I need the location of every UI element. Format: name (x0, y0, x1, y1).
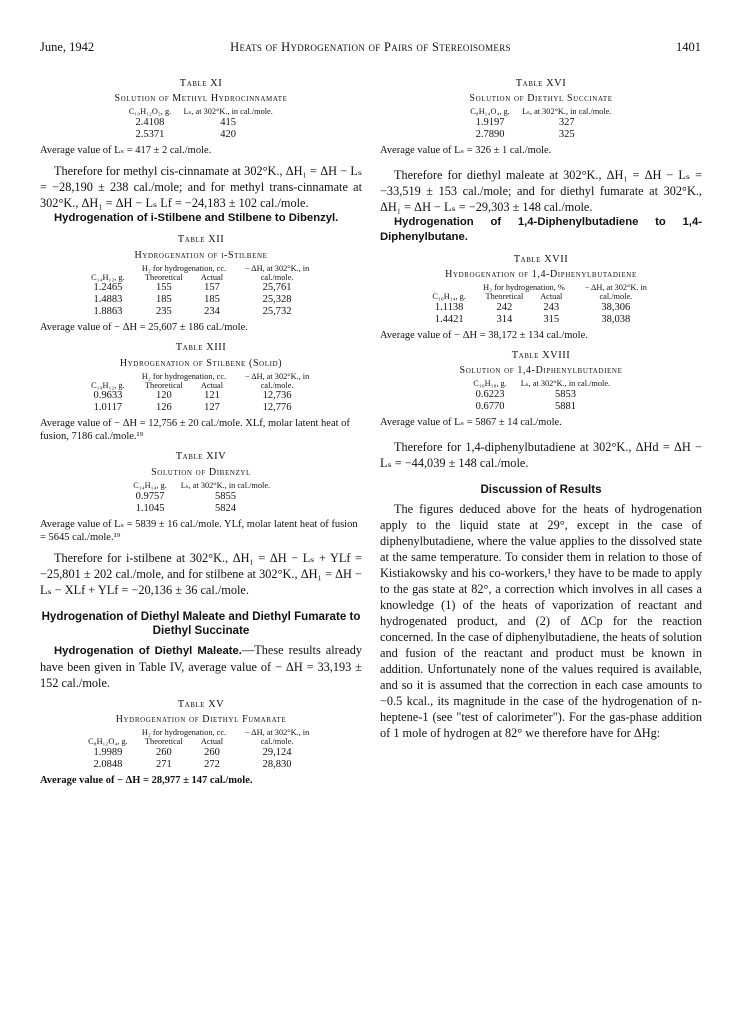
col-subheader: Theoretical (144, 380, 183, 390)
table-cell: 0.6770 (475, 400, 505, 412)
table-label: Table XI (179, 78, 223, 89)
table-label: Table XVIII (511, 349, 571, 361)
data-table (466, 380, 617, 413)
data-table (80, 265, 322, 319)
table-cell: 121 (204, 390, 220, 402)
table-cell: 0.9633 (93, 390, 123, 402)
table-cell: 1.1045 (135, 502, 165, 514)
running-title: Heats of Hydrogenation of Pairs of Stereoisomers (230, 40, 511, 54)
table-label: Table XIV (175, 451, 227, 463)
left-column (40, 70, 362, 791)
table-cell: 157 (204, 282, 220, 294)
table-average: Average value of − ΔH = 25,607 ± 186 cal./mole. (40, 322, 248, 334)
table-label: Table XVII (513, 253, 569, 265)
table-title: Hydrogenation of Diethyl Fumarate (115, 713, 287, 725)
table-cell: 12,776 (262, 402, 292, 414)
table-cell: 260 (204, 746, 220, 758)
table-cell: 234 (204, 306, 220, 318)
table-cell: 5824 (214, 502, 236, 514)
table-title: Solution of Dibenzyl (151, 466, 251, 478)
data-table (421, 284, 661, 326)
col-header: H₂ for hydrogenation, % (483, 283, 565, 293)
table-cell: 1.4421 (434, 313, 464, 325)
col-header: C₁₄H₁₂, g. (91, 380, 125, 390)
table-label: Table XIII (175, 342, 227, 354)
col-header: C₁₆H₁₄, g. (432, 291, 466, 301)
table-row (80, 390, 322, 402)
table-title: Hydrogenation of i-Stilbene (134, 249, 268, 261)
table-row (126, 491, 277, 503)
right-column (380, 70, 702, 741)
page-header (40, 40, 701, 56)
table-cell: 1.4883 (93, 294, 123, 306)
table-row (80, 294, 322, 306)
paragraph-run-in-head: Hydrogenation of Diethyl Maleate. (54, 644, 242, 657)
table-row (80, 282, 322, 294)
table-average: Average value of − ΔH = 28,977 ± 147 cal./mole. (40, 774, 253, 786)
table-cell: 243 (543, 301, 560, 313)
table-cell: 415 (220, 117, 237, 129)
table-average: Average value of − ΔH = 12,756 ± 20 cal./mole. XLf, molar latent heat of fusion, 7186 cal./mole.¹⁹ (40, 418, 350, 443)
table-cell: 0.9757 (135, 490, 165, 502)
table-average: Average value of − ΔH = 38,172 ± 134 cal./mole. (380, 329, 588, 341)
paragraph (40, 642, 362, 691)
table-cell: 1.9197 (475, 117, 505, 129)
table-cell: 272 (204, 758, 220, 770)
col-header: C₈H₁₂O₄, g. (88, 736, 128, 746)
table-row (80, 759, 322, 771)
table-xiv (40, 449, 362, 543)
data-table (80, 729, 322, 771)
table-cell: 127 (204, 402, 220, 414)
table-row (123, 129, 279, 141)
col-header: H₂ for hydrogenation, cc. (141, 263, 227, 273)
col-subheader: Theoretical (144, 736, 183, 746)
table-cell: 38,306 (601, 301, 631, 313)
table-label: Table XV (177, 698, 225, 710)
col-header: Lₛ, at 302°K., in cal./mole. (520, 379, 611, 389)
table-row (80, 402, 322, 414)
table-cell: 325 (558, 129, 575, 141)
table-cell: 314 (496, 313, 513, 325)
data-table (464, 108, 617, 141)
paragraph: Therefore for diethyl maleate at 302°K., ΔH₁ = ΔH − Lₛ = −33,519 ± 153 cal./mole; and for diethyl fumarate at 302°K., ΔH₁ = ΔH − Lₛ = −29,303 ± 148 cal./mole. (380, 168, 702, 215)
table-average: Average value of Lₛ = 5867 ± 14 cal./mole. (380, 416, 562, 428)
table-row (464, 117, 617, 129)
table-cell: 5855 (214, 490, 236, 502)
col-subheader: Actual (200, 272, 224, 282)
table-xvi (380, 76, 702, 157)
table-row (466, 401, 617, 413)
paragraph-text: —These results already have been given in Table IV, average value of − ΔH = 33,193 ± 152 cal./mole. (40, 642, 362, 690)
table-cell: 126 (156, 402, 172, 414)
table-cell: 271 (156, 758, 172, 770)
col-header: C₈H₁₄O₄, g. (470, 107, 510, 117)
col-subheader: Theoretical (485, 291, 524, 301)
paragraph: Therefore for i-stilbene at 302°K., ΔH₁ = ΔH − Lₛ + YLf = −25,801 ± 202 cal./mole, and for stilbene at 302°K., ΔH₁ = ΔH − Lₛ − XLf + YLf = −20,136 ± 36 cal./mole. (40, 550, 362, 597)
table-average: Average value of Lₛ = 417 ± 2 cal./mole. (40, 145, 212, 157)
table-xvii (380, 252, 702, 342)
table-row (126, 503, 277, 515)
table-cell: 25,328 (262, 294, 292, 306)
table-row (123, 117, 279, 129)
table-cell: 5881 (554, 400, 576, 412)
col-header: − ΔH, at 302°K., in cal./mole. (244, 263, 310, 282)
table-cell: 25,732 (262, 306, 292, 318)
col-header: C₁₀H₁₂O₂, g. (128, 107, 172, 117)
col-header: Lₛ, at 302°K., in cal./mole. (180, 480, 271, 490)
table-cell: 315 (543, 313, 560, 325)
paragraph: The figures deduced above for the heats of hydrogenation apply to the liquid state at 29°, except in the case of diphenylbutadiene, where the value applies to the dissolved state at the same temperature. To consider them in relation to those of Kistiakowsky and his co-workers,¹ they have to be made to apply to the gas state at 82°, a correction which involves in all cases a knowledge (1) of the heats of vaporization of reactant and hydrogenated product, and (2) of ΔCp for the reaction concerned. In the case of diphenylbutadiene, the heats of solution and fusion of the reactant and product must be known in addition. Unfortunately none of the values required is available, and so it is assumed that the correction in each case amounts to −0.5 kcal., its magnitude in the case of the hydrogenation of n-heptene-1 (see "test of calorimeter"). For the gas-phase addition of 1 mole of hydrogen at 82° we therefore have for ΔHg: (380, 501, 703, 740)
table-row (80, 747, 322, 759)
table-average: Average value of Lₛ = 5839 ± 16 cal./mole. YLf, molar latent heat of fusion = 5645 cal./mole.¹⁹ (40, 518, 358, 543)
paragraph: Therefore for methyl cis-cinnamate at 302°K., ΔH₁ = ΔH − Lₛ = −28,190 ± 238 cal./mole; and for methyl trans-cinnamate at 302°K., ΔH₁ = ΔH − Lₛ Lf = −24,183 ± 102 cal./mole. (40, 164, 362, 211)
col-subheader: Actual (200, 380, 224, 390)
table-cell: 2.4108 (135, 117, 165, 129)
table-xi (40, 76, 362, 157)
table-label: Table XVI (515, 78, 567, 89)
table-cell: 185 (204, 294, 220, 306)
table-cell: 420 (220, 129, 237, 141)
table-cell: 2.5371 (135, 129, 165, 141)
col-header: C₁₄H₁₂, g. (91, 272, 125, 282)
table-title: Solution of Methyl Hydrocinnamate (114, 93, 288, 105)
col-header: − ΔH, at 302°K., in cal./mole. (244, 371, 310, 390)
table-cell: 0.6223 (475, 388, 505, 400)
table-cell: 1.8863 (93, 306, 123, 318)
col-header: − ΔH, at 302°K. in cal./mole. (584, 283, 647, 301)
table-cell: 2.0848 (93, 758, 123, 770)
table-cell: 260 (156, 746, 172, 758)
table-row (464, 129, 617, 141)
table-row (421, 314, 661, 326)
table-title: Hydrogenation of Stilbene (Solid) (119, 357, 283, 369)
table-average: Average value of Lₛ = 326 ± 1 cal./mole. (380, 145, 552, 157)
subsection-heading: Hydrogenation of 1,4-Diphenylbutadiene to 1,4-Diphenylbutane. (380, 216, 702, 244)
section-heading: Hydrogenation of Diethyl Maleate and Diethyl Fumarate to Diethyl Succinate (41, 609, 361, 637)
col-header: − ΔH, at 302°K., in cal./mole. (244, 728, 310, 746)
data-table (80, 373, 322, 415)
col-subheader: Theoretical (144, 272, 183, 282)
subsection-heading: Hydrogenation of i-Stilbene and Stilbene to Dibenzyl. (54, 212, 339, 225)
col-subheader: Actual (540, 291, 563, 301)
table-cell: 25,761 (262, 282, 292, 294)
table-xiii (40, 340, 362, 443)
table-cell: 235 (156, 306, 172, 318)
col-header: H₂ for hydrogenation, cc. (141, 371, 227, 381)
table-title: Solution of 1,4-Diphenylbutadiene (459, 364, 623, 376)
table-xv (40, 697, 362, 787)
table-cell: 1.9989 (93, 746, 123, 758)
table-cell: 327 (558, 117, 575, 129)
table-row (421, 302, 661, 314)
table-cell: 12,736 (262, 390, 292, 402)
table-label: Table XII (177, 234, 225, 246)
header-date: June, 1942 (40, 40, 95, 54)
col-header: Lₛ, at 302°K., in cal./mole. (522, 107, 612, 117)
data-table (126, 482, 277, 515)
section-heading: Discussion of Results (480, 482, 602, 496)
table-cell: 120 (156, 390, 172, 402)
col-header: Lₛ, at 302°K., in cal./mole. (183, 107, 273, 117)
table-xii (40, 232, 362, 334)
table-cell: 1.0117 (93, 402, 123, 414)
col-subheader: Actual (200, 736, 224, 746)
table-cell: 185 (156, 294, 172, 306)
table-row (80, 306, 322, 318)
table-xviii (380, 348, 702, 429)
page-number: 1401 (676, 40, 701, 54)
table-cell: 242 (496, 301, 513, 313)
table-title: Hydrogenation of 1,4-Diphenylbutadiene (445, 268, 637, 280)
table-cell: 28,830 (262, 758, 292, 770)
table-title: Solution of Diethyl Succinate (469, 93, 613, 105)
col-header: H₂ for hydrogenation, cc. (141, 728, 227, 738)
col-header: C₁₆H₁₈, g. (473, 379, 507, 389)
table-cell: 5853 (554, 388, 576, 400)
table-cell: 1.2465 (93, 282, 123, 294)
table-row (466, 389, 617, 401)
table-cell: 29,124 (262, 746, 292, 758)
table-cell: 155 (156, 282, 172, 294)
data-table (123, 108, 279, 141)
col-header: C₁₄H₁₄, g. (133, 480, 167, 490)
table-cell: 38,038 (601, 313, 631, 325)
table-cell: 2.7890 (475, 129, 505, 141)
table-cell: 1.1138 (434, 301, 464, 313)
paragraph: Therefore for 1,4-diphenylbutadiene at 302°K., ΔHd = ΔH − Lₛ = −44,039 ± 148 cal./mole. (380, 439, 702, 470)
